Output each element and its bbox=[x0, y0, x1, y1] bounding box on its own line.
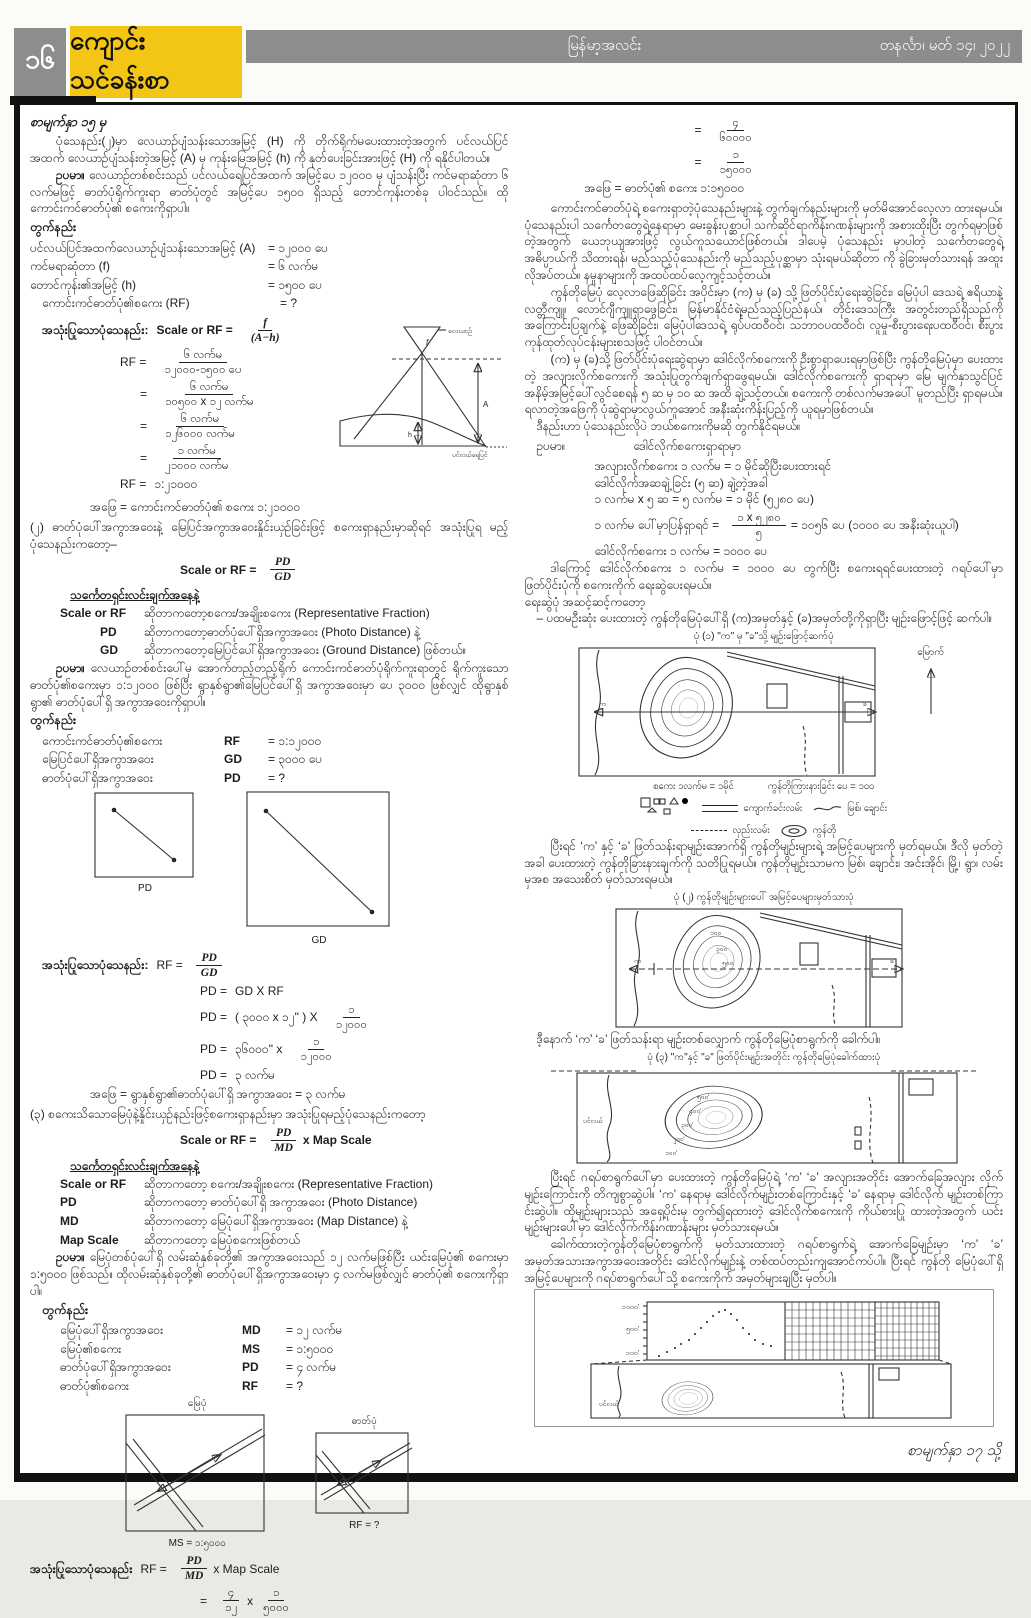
legend-item: မြစ်၊ ချောင်း bbox=[812, 802, 887, 815]
given-row: ကင်မရာဆုံတာ (f) = ၆ လက်မ bbox=[30, 259, 319, 274]
calc-step: = $\frac{\text{၁ လက်မ}}{\text{၂၁၀၀၀ လက်မ}}$ bbox=[140, 445, 229, 473]
gd-label: GD bbox=[311, 934, 327, 946]
paragraph: ဒီ့နောက် ‘က’ ‘ခ’ ဖြတ်သန်းရာ မျဉ်းတစ်လျှောက် ကွန်တိုမြေပုံစာရွက်ကို ခေါက်ပါ။ bbox=[536, 1032, 881, 1047]
definition-row: PD ဆိုတာကတော့ဓာတ်ပုံပေါ်ရှိအကွာအဝေး (Photo Distance) နဲ့ bbox=[100, 624, 421, 639]
given-row: ကောင်းကင်ဓာတ်ပုံ၏စကေး (RF) = ? bbox=[42, 296, 298, 311]
calc-step: PD = ( ၃၀၀၀ x ၁၂" ) X $\frac{၁}{၁၂၀၀၀}$ bbox=[200, 1003, 368, 1031]
photo-sketch-caption: RF = ? bbox=[349, 1520, 380, 1532]
contour-value: ၂၀၀' bbox=[672, 1136, 685, 1143]
answer-line: အဖြေ = ရွာနှစ်ရွာ၏ဓာတ်ပုံပေါ်ရှိ အကွာအဝေး = ၃ လက်မ bbox=[90, 1087, 346, 1102]
item-paragraph: (၂) ဓာတ်ပုံပေါ်အကွာအဝေးနဲ့ မြေပြင်အကွာအဝေးနှိုင်းယှဉ်ခြင်းဖြင့် စကေးရှာနည်းမှာဆိုရင် အသုံးပြုရ မည့် ပုံသေနည်းကတော့– bbox=[30, 519, 509, 551]
calc-step: = $\frac{\text{၆ လက်မ}}{\text{၁၀၅၀၀ x ၁၂ လက်မ}}$ bbox=[140, 381, 254, 409]
answer-line: အဖြေ = ဓာတ်ပုံ၏ စကေး ၁:၁၅၀၀၀ bbox=[584, 181, 745, 196]
method-heading: တွက်နည်း bbox=[30, 220, 77, 235]
pd-label: PD bbox=[138, 882, 152, 894]
a-label: A bbox=[482, 400, 488, 410]
example-fraction-line: ၁ လက်မ ပေါ်မှာပြန်ရှာရင် = $\frac{၁ x ၅၂၈၀}{၅}$ = ၁၀၅၆ ပေ (၁၀၀၀ ပေ အနီးဆုံးယူပါ) bbox=[594, 512, 959, 540]
definition-row: PD ဆိုတာကတော့ ဓာတ်ပုံပေါ်ရှိ အကွာအဝေး (Photo Distance) bbox=[60, 1195, 418, 1210]
calc-step: RF = $\frac{\text{၆ လက်မ}}{\text{၁၂၀၀၀-၁၅၀၀ ပေ}}$ bbox=[120, 349, 242, 377]
steps-heading: ရေးဆွဲပုံ အဆင့်ဆင့်ကတော့ bbox=[524, 594, 646, 609]
contour-value: ၅၀၀' bbox=[696, 1094, 709, 1101]
sea-label: ပင်လယ် bbox=[582, 1118, 603, 1125]
h-label: h bbox=[407, 432, 412, 440]
definition-row: Map Scale ဆိုတာကတော့ မြေပုံစကေးဖြစ်တယ် bbox=[60, 1232, 300, 1247]
map-legend-row2 bbox=[525, 824, 1004, 838]
given-row: ဓာတ်ပုံပေါ်ရှိအကွာအဝေး PD = ၄ လက်မ bbox=[60, 1360, 337, 1375]
paragraph: ဒီနည်းဟာ ပုံသေနည်းလိုပဲ ဘယ်စကေးကိုမဆို တွက်နိုင်ရမယ်။ bbox=[536, 419, 801, 434]
calc-step: PD = GD X RF bbox=[200, 983, 284, 998]
y-tick: ၅၀၀' bbox=[625, 1325, 639, 1333]
contour-value: ၅၀၀ bbox=[721, 960, 733, 968]
point-b-label: ခ bbox=[889, 958, 894, 966]
paragraph: (က) မှ (ခ)သို့ ဖြတ်ပိုင်းပုံရေးဆွဲရာမှာ ဒေါင်လိုက်စကေးကို ဦးစွာရှာပေးရမှာဖြစ်ပြီး ကွန်တိုမြေပုံမှာ ပေးထားတဲ့ အလျားလိုက်စကေးကို အသုံးပြုတွက်ချက်ရှာဖွေရမယ်။ ဒေါင်လိုက်စကေးကို ရှာရာမှာ မြေ မျက်နှာသွင်ပြင် အနိမ့်အမြင့်ပေါ်လွင်စေရန် ၅ ဆ မှ ၁၀ ဆ အထိ ချဲ့သင့်တယ်။ စကေးကို တစ်လက်မအပေါ် မူတည်ပြီး ရှာရမယ်။ ရလာတဲ့အဖြေကို ပုံဆွဲရာမှာလွယ်ကူအောင် အနီးဆုံးကိန်းပြည့်ကို ယူရမှာဖြစ်တယ်။ bbox=[524, 352, 1003, 417]
settlement-icons bbox=[640, 796, 692, 822]
profile-graph-and-map bbox=[539, 1294, 989, 1422]
contour-map-1 bbox=[577, 646, 887, 778]
figure-2 bbox=[525, 891, 1004, 1029]
calc-step: PD = ၃ လက်မ bbox=[200, 1067, 275, 1082]
legend-item: ကွန်တို bbox=[780, 824, 836, 838]
item-paragraph: (၃) စကေးသိသောမြေပုံနဲ့နှိုင်းယှဉ်နည်းဖြင့်စကေးရှာနည်းမှာ အသုံးပြုရမည့်ပုံသေနည်းကတော့ bbox=[30, 1107, 426, 1122]
definition-row: MD ဆိုတာကတော့ မြေပုံပေါ်ရှိအကွာအဝေး (Map Distance) နဲ့ bbox=[60, 1213, 408, 1228]
formula: အသုံးပြုသောပုံသေနည်း RF = $\frac{PD}{MD}$ x Map Scale bbox=[30, 1555, 280, 1583]
map-legend bbox=[525, 796, 1004, 822]
paragraph: ပြီးရင် ဂရပ်စာရွက်ပေါ်မှာ ပေးထားတဲ့ ကွန်တိုမြေပုံရဲ့ ‘က’ ‘ခ’ အလျားအတိုင်း အောက်ခြေအလျား လိုက်မျဉ်းကြောင်းကို တိကျစွာဆွဲပါ။ ‘က’ နေရာမှ ဒေါင်လိုက်မျဉ်းတစ်ကြောင်းနှင့် ‘ခ’ နေရာမှ ဒေါင်လိုက် မျဉ်းတစ်ကြာင်းဆွဲပါ။ ထိုမျဉ်းများသည် အရှေ့ပိုင်းမှ တွက်၍ရထားတဲ့ ဒေါင်လိုက်စကေးကို ကိုယ်စားပြု ထားတဲ့အတွက် ယင်းမျဉ်းများပေါ်မှာ ဒေါင်လိုက်ကိန်းဂဏာန်းများ မှတ်သားရမယ်။ bbox=[524, 1170, 1003, 1235]
north-indicator bbox=[911, 646, 951, 718]
point-b-label: ခ bbox=[862, 701, 867, 709]
contour-value: ၃၀၀' bbox=[680, 1122, 693, 1129]
map-sketch-label: မြေပုံ bbox=[187, 1398, 207, 1410]
example-line: ဒေါင်လိုက်စကေး ၁ လက်မ = ၁၀၀၀ ပေ bbox=[594, 544, 768, 559]
contour-value: ၁၀၀' bbox=[664, 1150, 677, 1157]
page-number: ၁၆ bbox=[14, 28, 66, 96]
north-label: မြောက် bbox=[917, 647, 945, 659]
given-row: ဓာတ်ပုံပေါ်ရှိအကွာအဝေး PD = ? bbox=[42, 771, 286, 786]
map-sketch-caption: MS = ၁:၅၀၀၀ bbox=[168, 1538, 226, 1550]
figure-3 bbox=[525, 1051, 1004, 1167]
paragraph: ဥပမာ။ လေယာဉ်တစ်စင်းပေါ်မှ အောက်တည့်တည့်ရိုက် ကောင်းကင်ဓာတ်ပုံရိုက်ကူးရာတွင် ရိုက်ကူးသော ဓာတ်ပုံ၏စကေးမှာ ၁:၁၂၀၀၀ ဖြစ်ပြီး ရွာနှစ်ရွာ၏မြေပြင်ပေါ်ရှိ အကွာအဝေးမှာ ပေ ၃၀၀၀ ဖြစ်လျှင် ထိုရွာနှစ်ရွာ၏ ဓာတ်ပုံပေါ်ရှိ အကွာအဝေးကိုရှာပါ။ bbox=[30, 661, 509, 709]
calc-step: = $\frac{၄}{၁၂}$ x $\frac{၁}{၅၀၀၀}$ bbox=[200, 1587, 290, 1615]
right-column bbox=[525, 113, 1004, 1618]
symbols-heading: သင်္ကေတရှင်းလင်းချက်အနေနဲ့ bbox=[70, 588, 200, 603]
contour-value: ၄၀၀' bbox=[688, 1108, 701, 1115]
formula: Scale or RF = $\frac{PD}{MD}$ x Map Scale bbox=[180, 1126, 372, 1154]
map-photo-sketches bbox=[30, 1397, 509, 1551]
calc-step: PD = ၃၆၀၀၀" x $\frac{၁}{၁၂၀၀၀}$ bbox=[200, 1035, 332, 1063]
profile-dots bbox=[658, 1309, 772, 1357]
paragraph: ကွန်တိုမြေပုံ လေ့လာဖြေဆိုခြင်း အပိုင်းမှာ (က) မှ (ခ) သို့ ဖြတ်ပိုင်းပုံရေးဆွဲခြင်း၊ မြေပုံပါ ဒေသရဲ့ ဧရိယာနဲ့လတ္တီကျူ၊ လောင်ဂျီကျူရှာဖွေခြင်း၊ မြန်မာနိုင်ငံရဲ့မည်သည့်ပြည်နယ်၊ တိုင်းဒေသကြီး အတွင်းတည်ရှိသည်ကို အကြောင်းပြချက်နဲ့ ဖြေဆိုခြင်း၊ မြေပုံပါဒေသရဲ့ ရုပ်ပထဝီဝင်၊ သဘာဝပထဝီဝင်၊ လူမှု-စီးပွားရေးပထဝီဝင်၊ စီးပွားကုန်ထုတ်လုပ်ငန်းများစသဖြင့် ပါဝင်တယ်။ bbox=[524, 284, 1003, 350]
y-tick: ၁၀၀' bbox=[625, 1349, 639, 1357]
method-heading: တွက်နည်း bbox=[30, 713, 77, 728]
paragraph: ဥပမာ။ မြေပုံတစ်ပုံပေါ်ရှိ လမ်းဆုံနှစ်ခုတို့၏ အကွာအဝေးသည် ၁၂ လက်မဖြစ်ပြီး ယင်းမြေပုံ၏ စကေးမှာ ၁:၅၀၀၀ ဖြစ်သည်။ ထိုလမ်းဆုံနှစ်ခုတို့၏ ဓာတ်ပုံပေါ်ရှိအကွာအဝေးမှာ ၄ လက်မဖြစ်လျှင် ဓာတ်ပုံ၏ စကေးကိုရှာပါ။ bbox=[30, 1250, 509, 1298]
legend-item: လှည်းလမ်း bbox=[691, 824, 769, 837]
calc-result: RF = ၁:၂၁၀၀၀ bbox=[120, 477, 198, 492]
issue-date: တနင်္လာ၊ မတ် ၁၄၊ ၂၀၂၂ bbox=[879, 36, 1010, 54]
figure-1-caption: ပုံ (၁) "က" မှ "ခ"သို့ မျဉ်းဖြောင့်ဆက်ပုံ bbox=[693, 631, 834, 643]
point-a-label: က bbox=[633, 958, 641, 966]
y-tick: ၁၀၀၀' bbox=[621, 1303, 639, 1311]
grid-lines bbox=[785, 1302, 939, 1360]
continue-note: စာမျက်နှာ ၁၇ သို့ bbox=[907, 1442, 1001, 1459]
example-line: ၁ လက်မ x ၅ ဆ = ၅ လက်မ = ၁ မိုင် (၅၂၈၀ ပေ) bbox=[594, 492, 814, 507]
paragraph: ကောင်းကင်ဓာတ်ပုံရဲ့ စကေးရှာတဲ့ပုံသေနည်းများနဲ့ တွက်ချက်နည်းများကို မှတ်မိအောင်လေ့လာ ထားရမယ်။ ပုံသေနည်းပါ သင်္ကေတတွေရဲ့နေရာမှာ မေးခွန်းပုစ္ဆာပါ သက်ဆိုင်ရာကိန်းဂဏန်းများကို အစားထိုးပြီး တွက်ရမှာဖြစ်တဲ့အတွက် ယေဘုယျအားဖြင့် လွယ်ကူသယောင်ဖြစ်တယ်။ ဒါပေမဲ့ ပုံသေနည်း မှာပါတဲ့ သင်္ကေတတွေရဲ့ အဓိပ္ပာယ်ကို သိထားရန်၊ မည်သည့်ပုံသေနည်းကို မည်သည့်ပုစ္ဆာမှာ သုံးရမယ်ဆိုတာ ကို ခွဲခြားမှတ်သားရန် အထူးလိုအပ်တယ်။ နမူနာများကို အထပ်ထပ်လေ့ကျင့်သင့်တယ်။ bbox=[524, 200, 1003, 283]
pd-gd-diagram bbox=[90, 790, 509, 948]
point-a-label: က bbox=[598, 701, 606, 709]
given-row: တောင်ကုန်း၏အမြင့် (h) = ၁၅၀၀ ပေ bbox=[30, 277, 323, 292]
definition-row: GD ဆိုတာကတော့မြေပြင်ပေါ်ရှိအကွာအဝေး (Ground Distance) ဖြစ်တယ်။ bbox=[100, 643, 467, 658]
definition-row: Scale or RF ဆိုတာကတော့ စကေး/အချိုးစကေး (Representative Fraction) bbox=[60, 1176, 434, 1191]
formula: Scale or RF = $\frac{PD}{GD}$ bbox=[180, 555, 509, 584]
paragraph: ပြီးရင် ‘က’ နှင့် ‘ခ’ ဖြတ်သန်းရာမျဉ်းအောက်ရှိ ကွန်တိုမျဉ်းများရဲ့ အမြင့်ပေများကို မှတ်ရမယ်။ ဒီလို မှတ်တဲ့အခါ ပေးထားတဲ့ ကွန်တိုခြားနားချက်ကို သတိပြုရမယ်။ ကွန်တိုမျဉ်းသာမက မြစ်၊ ချောင်း၊ အင်းအိုင်၊ မြို့၊ ရွာ၊ လမ်းမှအစ အသေးစိတ် မှတ်သားရမယ်။ bbox=[524, 838, 1003, 887]
contour-map-2 bbox=[614, 907, 914, 1029]
f-label: f bbox=[425, 338, 428, 348]
figure-2-caption: ပုံ (၂) ကွန်တိုမျဉ်းများပေါ် အမြင့်ပေများမှတ်သားပုံ bbox=[673, 892, 854, 904]
given-row: ဓာတ်ပုံ၏စကေး RF = ? bbox=[60, 1378, 304, 1393]
contour-value: ၃၀၀ bbox=[715, 946, 727, 954]
section-title: ကျောင်းသင်ခန်းစာ bbox=[70, 26, 242, 98]
example-heading: ဥပမာ။ ဒေါင်လိုက်စကေးရှာရာမှာ bbox=[536, 439, 741, 454]
calc-step: = $\frac{၄}{၆၀၀၀၀}$ bbox=[694, 117, 752, 145]
contour-value: ၁၀၀ bbox=[709, 930, 721, 938]
given-row: မြေပြင်ပေါ်ရှိအကွာအဝေး GD = ၃၀၀၀ ပေ bbox=[42, 752, 323, 767]
masthead-bar bbox=[246, 30, 1022, 63]
formula: အသုံးပြုသောပုံသေနည်း: RF = $\frac{PD}{GD}$ bbox=[42, 951, 509, 980]
left-column bbox=[30, 113, 509, 1618]
folded-contour-map bbox=[547, 1067, 981, 1167]
plane-label: လေယာဉ် bbox=[447, 328, 472, 336]
given-row: ကောင်းကင်ဓာတ်ပုံ၏စကေး RF = ၁:၁၂၀၀၀ bbox=[42, 733, 322, 748]
newspaper-name: မြန်မာ့အလင်း bbox=[567, 36, 642, 54]
figure-4 bbox=[525, 1289, 1004, 1432]
article-box bbox=[14, 102, 1018, 1615]
paragraph: ဥပမာ။ လေယာဉ်တစ်စင်းသည် ပင်လယ်ရေပြင်အထက် အမြင့်ပေ ၁၂၀၀၀ မှ ပျံသန်းပြီး ကင်မရာဆုံတာ ၆ လက်မဖြင့် ဓာတ်ပုံရိုက်ကူးရာ ဓာတ်ပုံတွင် အမြင့်ပေ ၁၅၀၀ ရှိသည့် တောင်ကုန်းတစ်ခု ပါဝင်သည်။ ထိုကောင်းကင်ဓာတ်ပုံ၏ စကေးကိုရှာပါ။ bbox=[30, 167, 509, 216]
given-row: မြေပုံ၏စကေး MS = ၁:၅၀၀၀ bbox=[60, 1341, 334, 1356]
figure-3-caption: ပုံ (၃) "က"နှင့် "ခ" ဖြတ်ပိုင်းမျဉ်းအတိုင်း ကွန်တိုမြေပုံခေါက်ထားပုံ bbox=[647, 1052, 881, 1063]
calc-step: = $\frac{၁}{၁၅၀၀၀}$ bbox=[694, 149, 752, 177]
given-row: ပင်လယ်ပြင်အထက်လေယာဉ်ပျံသန်းသောအမြင့် (A) = ၁၂၀၀၀ ပေ bbox=[30, 240, 328, 255]
map-scale-text: စကေး ၁လက်မ = ၁မိုင် bbox=[653, 781, 734, 793]
contour-interval-text: ကွန်တိုကြားနားခြင်း ပေ = ၁၀၀ bbox=[767, 781, 875, 793]
paragraph: ပုံသေနည်း(၂)မှာ လေယာဉ်ပျံသန်းသောအမြင့် (H) ကို တိုက်ရိုက်မပေးထားတဲ့အတွက် ပင်လယ်ပြင် အထက် လေယာဉ်ပျံသန်းတဲ့အမြင့် (A) မှ ကုန်းမြေအမြင့် (h) ကို နုတ်ပေးခြင်းအားဖြင့် (H) ကို ရနိုင်ပါတယ်။ bbox=[30, 134, 509, 165]
legend-item: ကျောက်ခင်းလမ်း bbox=[702, 802, 802, 815]
definition-row: Scale or RF ဆိုတာကတော့စကေး/အချိုးစကေး (Representative Fraction) bbox=[60, 606, 430, 621]
calc-step: = $\frac{\text{၆ လက်မ}}{\text{၁၂၆၀၀၀ လက်မ}}$ bbox=[140, 413, 235, 441]
given-row: မြေပုံပေါ်ရှိအကွာအဝေး MD = ၁၂ လက်မ bbox=[60, 1323, 343, 1338]
photo-sketch-label: ဓာတ်ပုံ bbox=[351, 1416, 377, 1428]
sea-level-label: ပင်လယ်ရေပြင် bbox=[451, 452, 487, 460]
paragraph: ခေါက်ထားတဲ့ကွန်တိုမြေပုံစာရွက်ကို မှတ်သားထားတဲ့ ဂရပ်စာရွက်ရဲ့ အောက်ခြေမျဉ်းမှာ ‘က’ ‘ခ’ အမှတ်အသားအကွာအဝေးအတိုင်း ဒေါင်လိုက်မျဉ်းနဲ့ တစ်ထပ်တည်းကျအောင်ကပ်ပါ။ ပြီးရင် ကွန်တို မြေပုံပေါ်ရှိ အမြင့်ပေများကို ဂရပ်စာရွက်ပေါ်သို့ စကေးကိုက် အမှတ်များချပြီး မှတ်ပါ။ bbox=[524, 1237, 1003, 1285]
sea-label: ပင်လယ် bbox=[598, 1400, 619, 1408]
answer-line: အဖြေ = ကောင်းကင်ဓာတ်ပုံ၏ စကေး ၁:၂၁၀၀၀ bbox=[90, 500, 301, 514]
aerial-photo-diagram bbox=[334, 313, 509, 496]
example-line: အလျားလိုက်စကေး ၁ လက်မ = ၁ မိုင်ဆိုပြီးပေးထားရင် bbox=[594, 458, 832, 473]
symbols-heading: သင်္ကေတရှင်းလင်းချက်အနေနဲ့ bbox=[70, 1158, 200, 1173]
step-item: – ပထမဦးဆုံး ပေးထားတဲ့ ကွန်တိုမြေပုံပေါ်ရှိ (က)အမှတ်နှင့် (ခ)အမှတ်တို့ကိုရှာပြီး မျဉ်းဖြောင့်ဖြင့် ဆက်ပါ။ bbox=[536, 611, 993, 626]
continued-from: စာမျက်နှာ ၁၅ မှ bbox=[30, 114, 107, 129]
method-heading: တွက်နည်း bbox=[42, 1302, 89, 1317]
figure-1 bbox=[525, 630, 1004, 838]
example-line: ဒေါင်လိုက်အဆချဲ့ခြင်း (၅ ဆ) ချဲ့တဲ့အခါ bbox=[594, 475, 768, 490]
paragraph: ဒါကြောင့် ဒေါင်လိုက်စကေး ၁ လက်မ = ၁၀၀၀ ပေ တွက်ပြီး စကေးရရင်ပေးထားတဲ့ ဂရပ်ပေါ်မှာ ဖြတ်ပိုင်းပုံကို စကေးကိုက် ရေးဆွဲပေးရမယ်။ bbox=[524, 561, 1003, 592]
formula: အသုံးပြုသောပုံသေနည်း: Scale or RF = $\frac{f}{(A-h)}$ bbox=[42, 317, 280, 345]
